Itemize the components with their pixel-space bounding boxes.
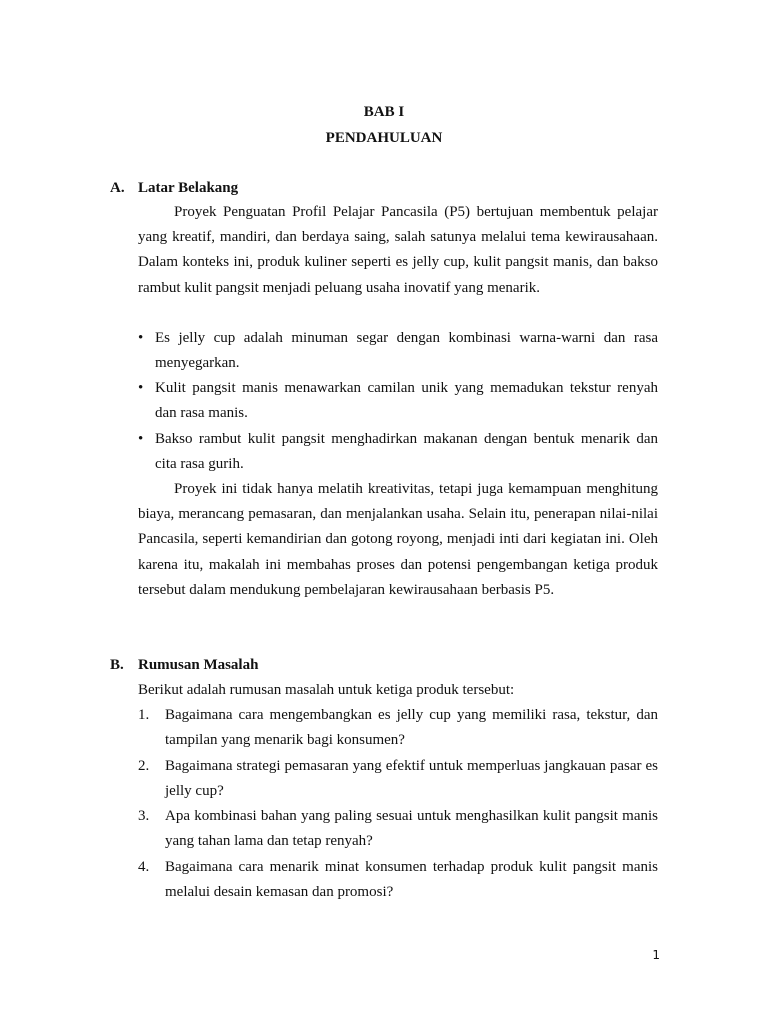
bullet-item-2 <box>138 376 658 426</box>
bullet-item-3 <box>138 427 658 477</box>
item-text: Bagaimana cara mengembangkan es jelly cup yang memiliki rasa, tekstur, dan tampilan yang menarik bagi konsumen? <box>165 707 658 749</box>
item-number: 3. <box>138 808 150 824</box>
numbered-item-2 <box>138 754 658 804</box>
section-b-letter: B. <box>110 657 124 673</box>
numbered-item-3 <box>138 804 658 854</box>
item-text: Apa kombinasi bahan yang paling sesuai untuk menghasilkan kulit pangsit manis yang tahan lama dan tetap renyah? <box>165 808 658 850</box>
bullet-item-1 <box>138 326 658 376</box>
chapter-label: BAB I <box>363 104 405 120</box>
section-b-title: Rumusan Masalah <box>138 657 259 673</box>
bullet-icon: • <box>138 330 144 346</box>
bullet-icon: • <box>138 431 144 447</box>
section-b-intro: Berikut adalah rumusan masalah untuk ketiga produk tersebut: <box>138 682 515 698</box>
bullet-text: Kulit pangsit manis menawarkan camilan unik yang memadukan tekstur renyah dan rasa manis. <box>155 380 658 422</box>
item-number: 1. <box>138 707 150 723</box>
bullet-text: Bakso rambut kulit pangsit menghadirkan makanan dengan bentuk menarik dan cita rasa gurih. <box>155 431 658 473</box>
item-number: 4. <box>138 859 150 875</box>
item-text: Bagaimana strategi pemasaran yang efektif untuk memperluas jangkauan pasar es jelly cup? <box>165 758 658 800</box>
item-number: 2. <box>138 758 150 774</box>
section-a-paragraph-2: Proyek ini tidak hanya melatih kreativitas, tetapi juga kemampuan menghitung biaya, merancang pemasaran, dan menjalankan usaha. Selain itu, penerapan nilai-nilai Pancasila, seperti kemandirian dan gotong royong, menjadi inti dari kegiatan ini. Oleh karena itu, makalah ini membahas proses dan potensi pengembangan ketiga produk tersebut dalam mendukung pembelajaran kewirausahaan berbasis P5. <box>138 481 658 598</box>
section-a-letter: A. <box>110 180 125 196</box>
item-text: Bagaimana cara menarik minat konsumen terhadap produk kulit pangsit manis melalui desain kemasan dan promosi? <box>165 859 658 901</box>
page-number: 1 <box>652 948 660 962</box>
bullet-icon: • <box>138 380 144 396</box>
section-a-title: Latar Belakang <box>138 180 239 196</box>
numbered-item-4 <box>138 855 658 905</box>
chapter-title: PENDAHULUAN <box>325 130 443 146</box>
section-a-paragraph-1: Proyek Penguatan Profil Pelajar Pancasila (P5) bertujuan membentuk pelajar yang kreatif, mandiri, dan berdaya saing, salah satunya melalui tema kewirausahaan. Dalam konteks ini, produk kuliner seperti es jelly cup, kulit pangsit manis, dan bakso rambut kulit pangsit menjadi peluang usaha inovatif yang menarik. <box>138 204 658 296</box>
numbered-item-1 <box>138 703 658 753</box>
bullet-text: Es jelly cup adalah minuman segar dengan kombinasi warna-warni dan rasa menyegarkan. <box>155 330 658 372</box>
